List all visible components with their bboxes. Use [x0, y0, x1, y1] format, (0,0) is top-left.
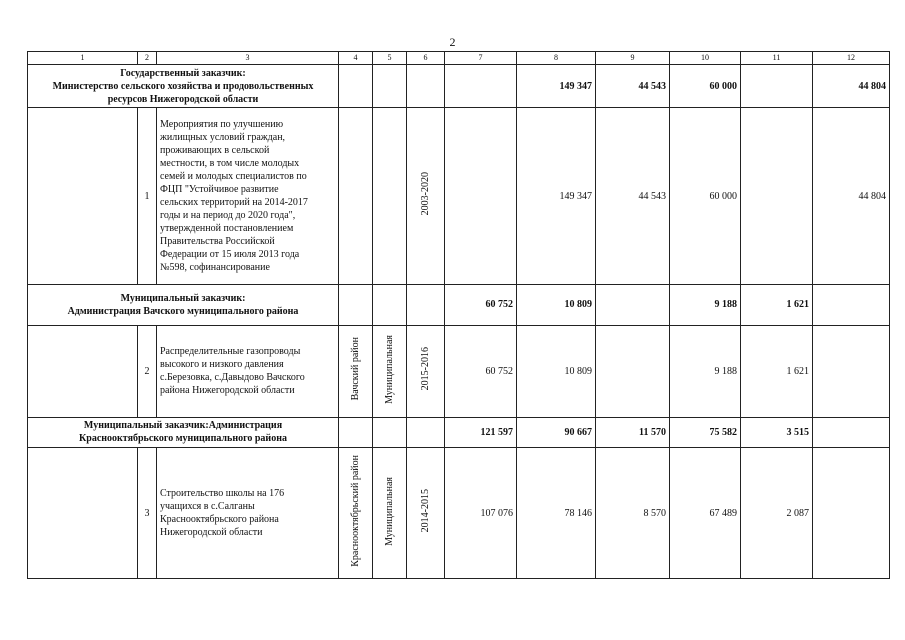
- summary-col9: 11 570: [596, 417, 670, 448]
- cell: [373, 417, 407, 448]
- item-district: [339, 325, 373, 417]
- cell: [373, 284, 407, 325]
- customer-title-line: Государственный заказчик:: [120, 67, 246, 79]
- item-period-text: 2014-2015: [420, 489, 431, 533]
- customer-title: [28, 65, 339, 108]
- cell: [339, 284, 373, 325]
- item-description: [157, 325, 339, 417]
- item-col9: 44 543: [596, 108, 670, 285]
- customer-title-line: Муниципальный заказчик:: [120, 292, 246, 304]
- item-district: [339, 448, 373, 579]
- item-period: [407, 325, 445, 417]
- item-col11: 2 087: [741, 448, 813, 579]
- item-ownership-text: Муниципальная: [384, 476, 395, 546]
- summary-col10: 75 582: [670, 417, 741, 448]
- col-header: 11: [741, 52, 813, 65]
- customer-row: [28, 417, 890, 448]
- desc-line: жилищных условий граждан,: [160, 132, 286, 143]
- col-header: 1: [28, 52, 138, 65]
- item-ownership-text: Муниципальная: [384, 334, 395, 404]
- col-header: 8: [517, 52, 596, 65]
- col-header: 10: [670, 52, 741, 65]
- desc-line: Правительства Российской: [160, 236, 275, 247]
- item-description: [157, 108, 339, 285]
- desc-line: ФЦП "Устойчивое развитие: [160, 184, 279, 195]
- cell: [407, 284, 445, 325]
- summary-col11: 3 515: [741, 417, 813, 448]
- cell: [28, 108, 138, 285]
- desc-line: проживающих в сельской: [160, 145, 270, 156]
- cell: [28, 325, 138, 417]
- summary-col12: 44 804: [813, 65, 890, 108]
- item-col10: 60 000: [670, 108, 741, 285]
- item-ownership: [373, 325, 407, 417]
- desc-line: утвержденной постановлением: [160, 223, 294, 234]
- col-header: 6: [407, 52, 445, 65]
- item-col8: 149 347: [517, 108, 596, 285]
- desc-line: местности, в том числе молодых: [160, 158, 300, 169]
- summary-col7: 60 752: [445, 284, 517, 325]
- summary-col9: [596, 284, 670, 325]
- item-col9: [596, 325, 670, 417]
- cell: [407, 417, 445, 448]
- item-number: 2: [138, 325, 157, 417]
- item-period-text: 2003-2020: [420, 172, 431, 216]
- summary-col8: 10 809: [517, 284, 596, 325]
- desc-line: района Нижегородской области: [160, 385, 295, 397]
- customer-title-line: ресурсов Нижегородской области: [107, 93, 259, 105]
- item-period-text: 2015-2016: [420, 347, 431, 391]
- item-period: [407, 448, 445, 579]
- item-col9: 8 570: [596, 448, 670, 579]
- desc-line: Федерации от 15 июля 2013 года: [160, 249, 300, 260]
- desc-line: учащихся в с.Салганы: [160, 501, 255, 513]
- item-col7: 60 752: [445, 325, 517, 417]
- item-col12: 44 804: [813, 108, 890, 285]
- cell: [28, 448, 138, 579]
- customer-title: [28, 417, 339, 448]
- customer-title-line: Министерство сельского хозяйства и продовольственных: [52, 80, 314, 92]
- cell: [407, 65, 445, 108]
- desc-line: годы и на период до 2020 года",: [160, 210, 296, 221]
- summary-col11: 1 621: [741, 284, 813, 325]
- summary-col12: [813, 284, 890, 325]
- customer-row: [28, 65, 890, 108]
- desc-line: Строительство школы на 176: [160, 488, 285, 500]
- col-header: 9: [596, 52, 670, 65]
- summary-col7: 121 597: [445, 417, 517, 448]
- item-col11: [741, 108, 813, 285]
- desc-line: сельских территорий на 2014-2017: [160, 197, 308, 208]
- col-header: 3: [157, 52, 339, 65]
- item-col8: 78 146: [517, 448, 596, 579]
- item-number: 3: [138, 448, 157, 579]
- summary-col9: 44 543: [596, 65, 670, 108]
- item-col11: 1 621: [741, 325, 813, 417]
- page-number: 2: [449, 35, 456, 49]
- summary-col7: [445, 65, 517, 108]
- col-header: 5: [373, 52, 407, 65]
- item-row: [28, 325, 890, 417]
- cell: [373, 65, 407, 108]
- summary-col8: 149 347: [517, 65, 596, 108]
- cell: [339, 417, 373, 448]
- item-district-text: Вачский район: [350, 337, 361, 401]
- customer-title-line: Администрация Вачского муниципального района: [67, 305, 299, 317]
- item-number: 1: [138, 108, 157, 285]
- desc-line: Распределительные газопроводы: [160, 346, 301, 358]
- summary-col10: 60 000: [670, 65, 741, 108]
- desc-line: семей и молодых специалистов по: [160, 171, 307, 182]
- item-col7: 107 076: [445, 448, 517, 579]
- item-period: [407, 108, 445, 285]
- item-ownership: [373, 448, 407, 579]
- customer-row: [28, 284, 890, 325]
- customer-title: [28, 284, 339, 325]
- col-header: 2: [138, 52, 157, 65]
- item-col8: 10 809: [517, 325, 596, 417]
- summary-col8: 90 667: [517, 417, 596, 448]
- item-col10: 9 188: [670, 325, 741, 417]
- desc-line: Мероприятия по улучшению: [160, 119, 284, 130]
- item-row: [28, 448, 890, 579]
- column-number-row: [28, 52, 890, 65]
- desc-line: №598, софинансирование: [160, 262, 270, 273]
- program-table: [27, 51, 890, 579]
- item-col12: [813, 448, 890, 579]
- col-header: 7: [445, 52, 517, 65]
- customer-title-line: Краснооктябрьского муниципального района: [79, 433, 287, 445]
- item-col10: 67 489: [670, 448, 741, 579]
- item-district-text: Краснооктябрьский район: [350, 455, 361, 567]
- col-header: 4: [339, 52, 373, 65]
- col-header: 12: [813, 52, 890, 65]
- cell: [339, 65, 373, 108]
- summary-col10: 9 188: [670, 284, 741, 325]
- item-district: [339, 108, 373, 285]
- desc-line: Нижегородской области: [160, 527, 263, 539]
- item-description: [157, 448, 339, 579]
- desc-line: Краснооктябрьского района: [160, 514, 279, 526]
- summary-col11: [741, 65, 813, 108]
- item-ownership: [373, 108, 407, 285]
- item-col7: [445, 108, 517, 285]
- customer-title-line: Муниципальный заказчик:Администрация: [83, 420, 283, 432]
- item-col12: [813, 325, 890, 417]
- summary-col12: [813, 417, 890, 448]
- desc-line: высокого и низкого давления: [160, 359, 284, 371]
- desc-line: с.Березовка, с.Давыдово Вачского: [160, 372, 305, 384]
- item-row: [28, 108, 890, 285]
